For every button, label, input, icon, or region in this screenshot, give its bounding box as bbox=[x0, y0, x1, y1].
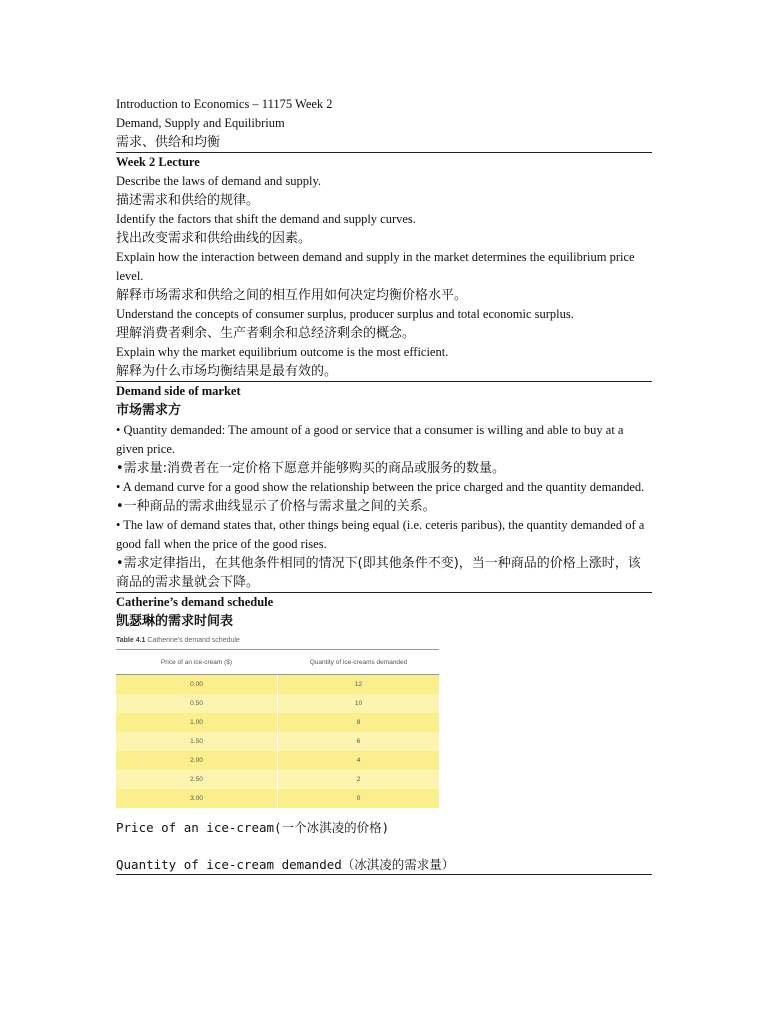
qty-cell: 6 bbox=[278, 732, 440, 751]
schedule-title-en: Catherine’s demand schedule bbox=[116, 595, 274, 609]
objective-2-zh: 找出改变需求和供给曲线的因素。 bbox=[116, 231, 312, 246]
table-caption bbox=[116, 635, 439, 650]
objective-4-en: Understand the concepts of consumer surplus, producer surplus and total economic surplus. bbox=[116, 307, 574, 321]
lecture-title: Week 2 Lecture bbox=[116, 155, 200, 169]
table-row bbox=[116, 675, 439, 695]
table-row bbox=[116, 713, 439, 732]
note-price: Price of an ice-cream(一个冰淇凌的价格) bbox=[116, 820, 390, 835]
objective-5-en: Explain why the market equilibrium outcome is the most efficient. bbox=[116, 345, 449, 359]
price-cell: 0.00 bbox=[116, 675, 278, 695]
objective-3-zh: 解释市场需求和供给之间的相互作用如何决定均衡价格水平。 bbox=[116, 288, 468, 303]
demand-point-2-en: • A demand curve for a good show the relationship between the price charged and the quantity demanded. bbox=[116, 480, 645, 494]
objective-3-en: Explain how the interaction between demand and supply in the market determines the equilibrium price level. bbox=[116, 250, 635, 283]
table-caption-text: Catherine's demand schedule bbox=[147, 637, 240, 644]
objective-2-en: Identify the factors that shift the demand and supply curves. bbox=[116, 212, 416, 226]
price-cell: 1.50 bbox=[116, 732, 278, 751]
document-page bbox=[116, 95, 652, 875]
topic-title-zh: 需求、供给和均衡 bbox=[116, 133, 652, 153]
demand-schedule-table bbox=[116, 650, 439, 808]
qty-cell: 2 bbox=[278, 770, 440, 789]
schedule-title-zh: 凯瑟琳的需求时间表 bbox=[116, 614, 234, 629]
objective-5-zh: 解释为什么市场均衡结果是最有效的。 bbox=[116, 362, 652, 382]
demand-point-1-en: • Quantity demanded: The amount of a good or service that a consumer is willing and able to buy at a given price. bbox=[116, 423, 624, 456]
qty-cell: 10 bbox=[278, 694, 440, 713]
col-header-price: Price of an ice-cream ($) bbox=[116, 650, 278, 675]
price-cell: 3.00 bbox=[116, 789, 278, 808]
table-row bbox=[116, 732, 439, 751]
demand-point-3-en: • The law of demand states that, other things being equal (i.e. ceteris paribus), the quantity demanded of a good fall when the price of the good rises. bbox=[116, 518, 645, 551]
demand-side-title-en: Demand side of market bbox=[116, 384, 241, 398]
table-row bbox=[116, 770, 439, 789]
objective-4-zh: 理解消费者剩余、生产者剩余和总经济剩余的概念。 bbox=[116, 326, 416, 341]
price-cell: 1.00 bbox=[116, 713, 278, 732]
table-row bbox=[116, 751, 439, 770]
objective-1-zh: 描述需求和供给的规律。 bbox=[116, 193, 260, 208]
col-header-qty: Quantity of ice-creams demanded bbox=[278, 650, 440, 675]
topic-title-en: Demand, Supply and Equilibrium bbox=[116, 116, 285, 130]
price-cell: 0.50 bbox=[116, 694, 278, 713]
table-row bbox=[116, 694, 439, 713]
price-cell: 2.50 bbox=[116, 770, 278, 789]
price-cell: 2.00 bbox=[116, 751, 278, 770]
demand-point-1-zh: •需求量:消费者在一定价格下愿意并能够购买的商品或服务的数量。 bbox=[116, 461, 506, 476]
demand-side-title-zh: 市场需求方 bbox=[116, 403, 182, 418]
course-title: Introduction to Economics – 11175 Week 2 bbox=[116, 97, 333, 111]
table-label: Table 4.1 bbox=[116, 637, 146, 644]
demand-point-3-zh: •需求定律指出，在其他条件相同的情况下(即其他条件不变)，当一种商品的价格上涨时，该商品的需求量就会下降。 bbox=[116, 554, 652, 593]
qty-cell: 0 bbox=[278, 789, 440, 808]
qty-cell: 4 bbox=[278, 751, 440, 770]
demand-point-2-zh: •一种商品的需求曲线显示了价格与需求量之间的关系。 bbox=[116, 499, 436, 514]
demand-schedule-table-image bbox=[116, 635, 439, 808]
table-row bbox=[116, 789, 439, 808]
qty-cell: 12 bbox=[278, 675, 440, 695]
note-quantity: Quantity of ice-cream demanded（冰淇凌的需求量） bbox=[116, 855, 652, 875]
objective-1-en: Describe the laws of demand and supply. bbox=[116, 174, 322, 188]
qty-cell: 8 bbox=[278, 713, 440, 732]
